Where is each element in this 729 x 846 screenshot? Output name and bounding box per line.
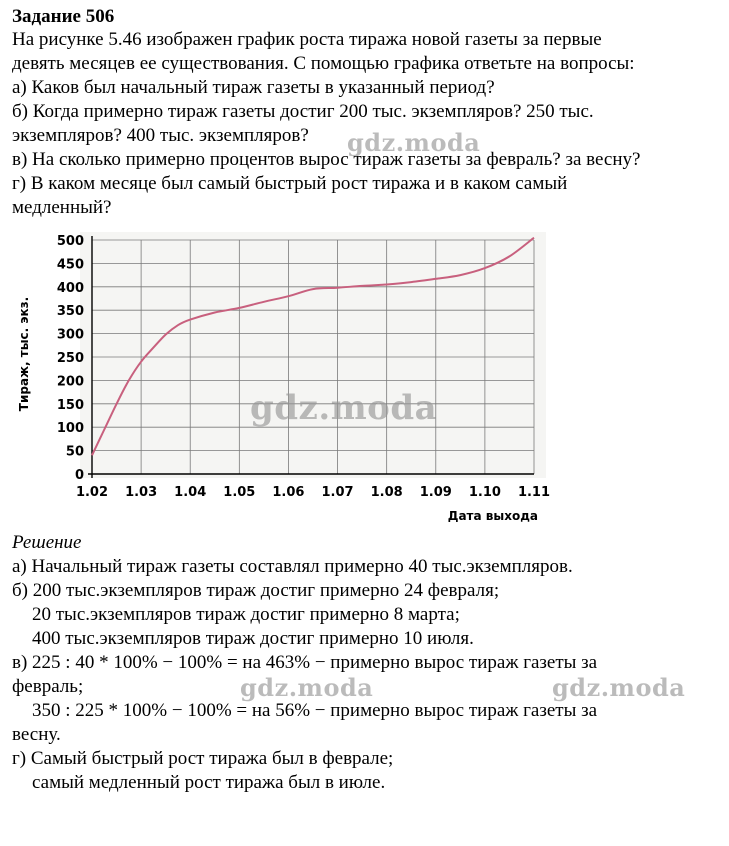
- x-tick-label: 1.09: [419, 485, 452, 500]
- x-tick-label: 1.08: [370, 485, 403, 500]
- solution-section: [12, 531, 724, 795]
- task-title: Задание 506: [12, 6, 115, 27]
- y-axis-label: Тираж, тыс. экз.: [17, 296, 31, 412]
- y-tick-label: 150: [56, 397, 84, 413]
- task-line: девять месяцев ее существования. С помощью графика ответьте на вопросы:: [12, 53, 635, 74]
- x-tick-labels: [76, 485, 550, 500]
- x-tick-label: 1.07: [321, 485, 354, 500]
- task-line: а) Каков был начальный тираж газеты в указанный период?: [12, 77, 495, 98]
- task-line: экземпляров? 400 тыс. экземпляров?: [12, 125, 309, 146]
- chart-plot-area: [80, 232, 546, 478]
- task-text: [12, 28, 724, 220]
- solution-line: весну.: [12, 724, 61, 745]
- solution-heading: Решение: [12, 532, 82, 553]
- solution-line: 20 тыс.экземпляров тираж достиг примерно 8 марта;: [32, 604, 460, 625]
- x-tick-label: 1.03: [125, 485, 158, 500]
- x-tick-label: 1.11: [517, 485, 551, 500]
- y-tick-label: 100: [56, 421, 84, 437]
- watermark: gdz.moda: [347, 128, 481, 157]
- y-tick-label: 350: [56, 304, 84, 320]
- x-axis-label: Дата выхода: [447, 509, 538, 523]
- y-tick-labels: [57, 234, 84, 483]
- x-tick-label: 1.06: [272, 485, 305, 500]
- watermark: gdz.moda: [552, 673, 686, 702]
- task-line: На рисунке 5.46 изображен график роста тиража новой газеты за первые: [12, 29, 602, 50]
- circulation-chart: [12, 226, 552, 526]
- task-line: г) В каком месяце был самый быстрый рост тиража и в каком самый: [12, 173, 568, 194]
- solution-line: 350 : 225 * 100% − 100% = на 56% − примерно вырос тираж газеты за: [32, 700, 598, 721]
- task-line: в) На сколько примерно процентов вырос тираж газеты за февраль? за весну?: [12, 149, 641, 170]
- solution-line: 400 тыс.экземпляров тираж достиг примерно 10 июля.: [32, 628, 474, 649]
- task-line: медленный?: [12, 197, 112, 218]
- solution-line: а) Начальный тираж газеты составлял примерно 40 тыс.экземпляров.: [12, 556, 573, 577]
- y-tick-label: 0: [74, 468, 84, 483]
- solution-line: февраль;: [12, 676, 84, 697]
- y-tick-label: 50: [65, 444, 84, 460]
- x-tick-label: 1.10: [468, 485, 501, 500]
- task-page: [12, 6, 724, 220]
- solution-line: в) 225 : 40 * 100% − 100% = на 463% − примерно вырос тираж газеты за: [12, 652, 598, 673]
- watermark: gdz.moda: [240, 673, 374, 702]
- x-tick-label: 1.05: [223, 485, 256, 500]
- solution-line: б) 200 тыс.экземпляров тираж достиг примерно 24 февраля;: [12, 580, 500, 601]
- y-tick-label: 300: [56, 327, 84, 343]
- solution-line: г) Самый быстрый рост тиража был в феврале;: [12, 748, 394, 769]
- y-tick-label: 400: [56, 280, 84, 296]
- y-tick-label: 250: [56, 351, 84, 366]
- x-tick-label: 1.02: [75, 485, 109, 500]
- watermark: gdz.moda: [250, 388, 438, 428]
- y-tick-label: 450: [56, 257, 84, 273]
- y-tick-label: 500: [56, 234, 84, 249]
- solution-line: самый медленный рост тиража был в июле.: [32, 772, 386, 793]
- x-tick-label: 1.04: [174, 485, 207, 500]
- y-tick-label: 200: [56, 374, 84, 390]
- task-line: б) Когда примерно тираж газеты достиг 200 тыс. экземпляров? 250 тыс.: [12, 101, 594, 122]
